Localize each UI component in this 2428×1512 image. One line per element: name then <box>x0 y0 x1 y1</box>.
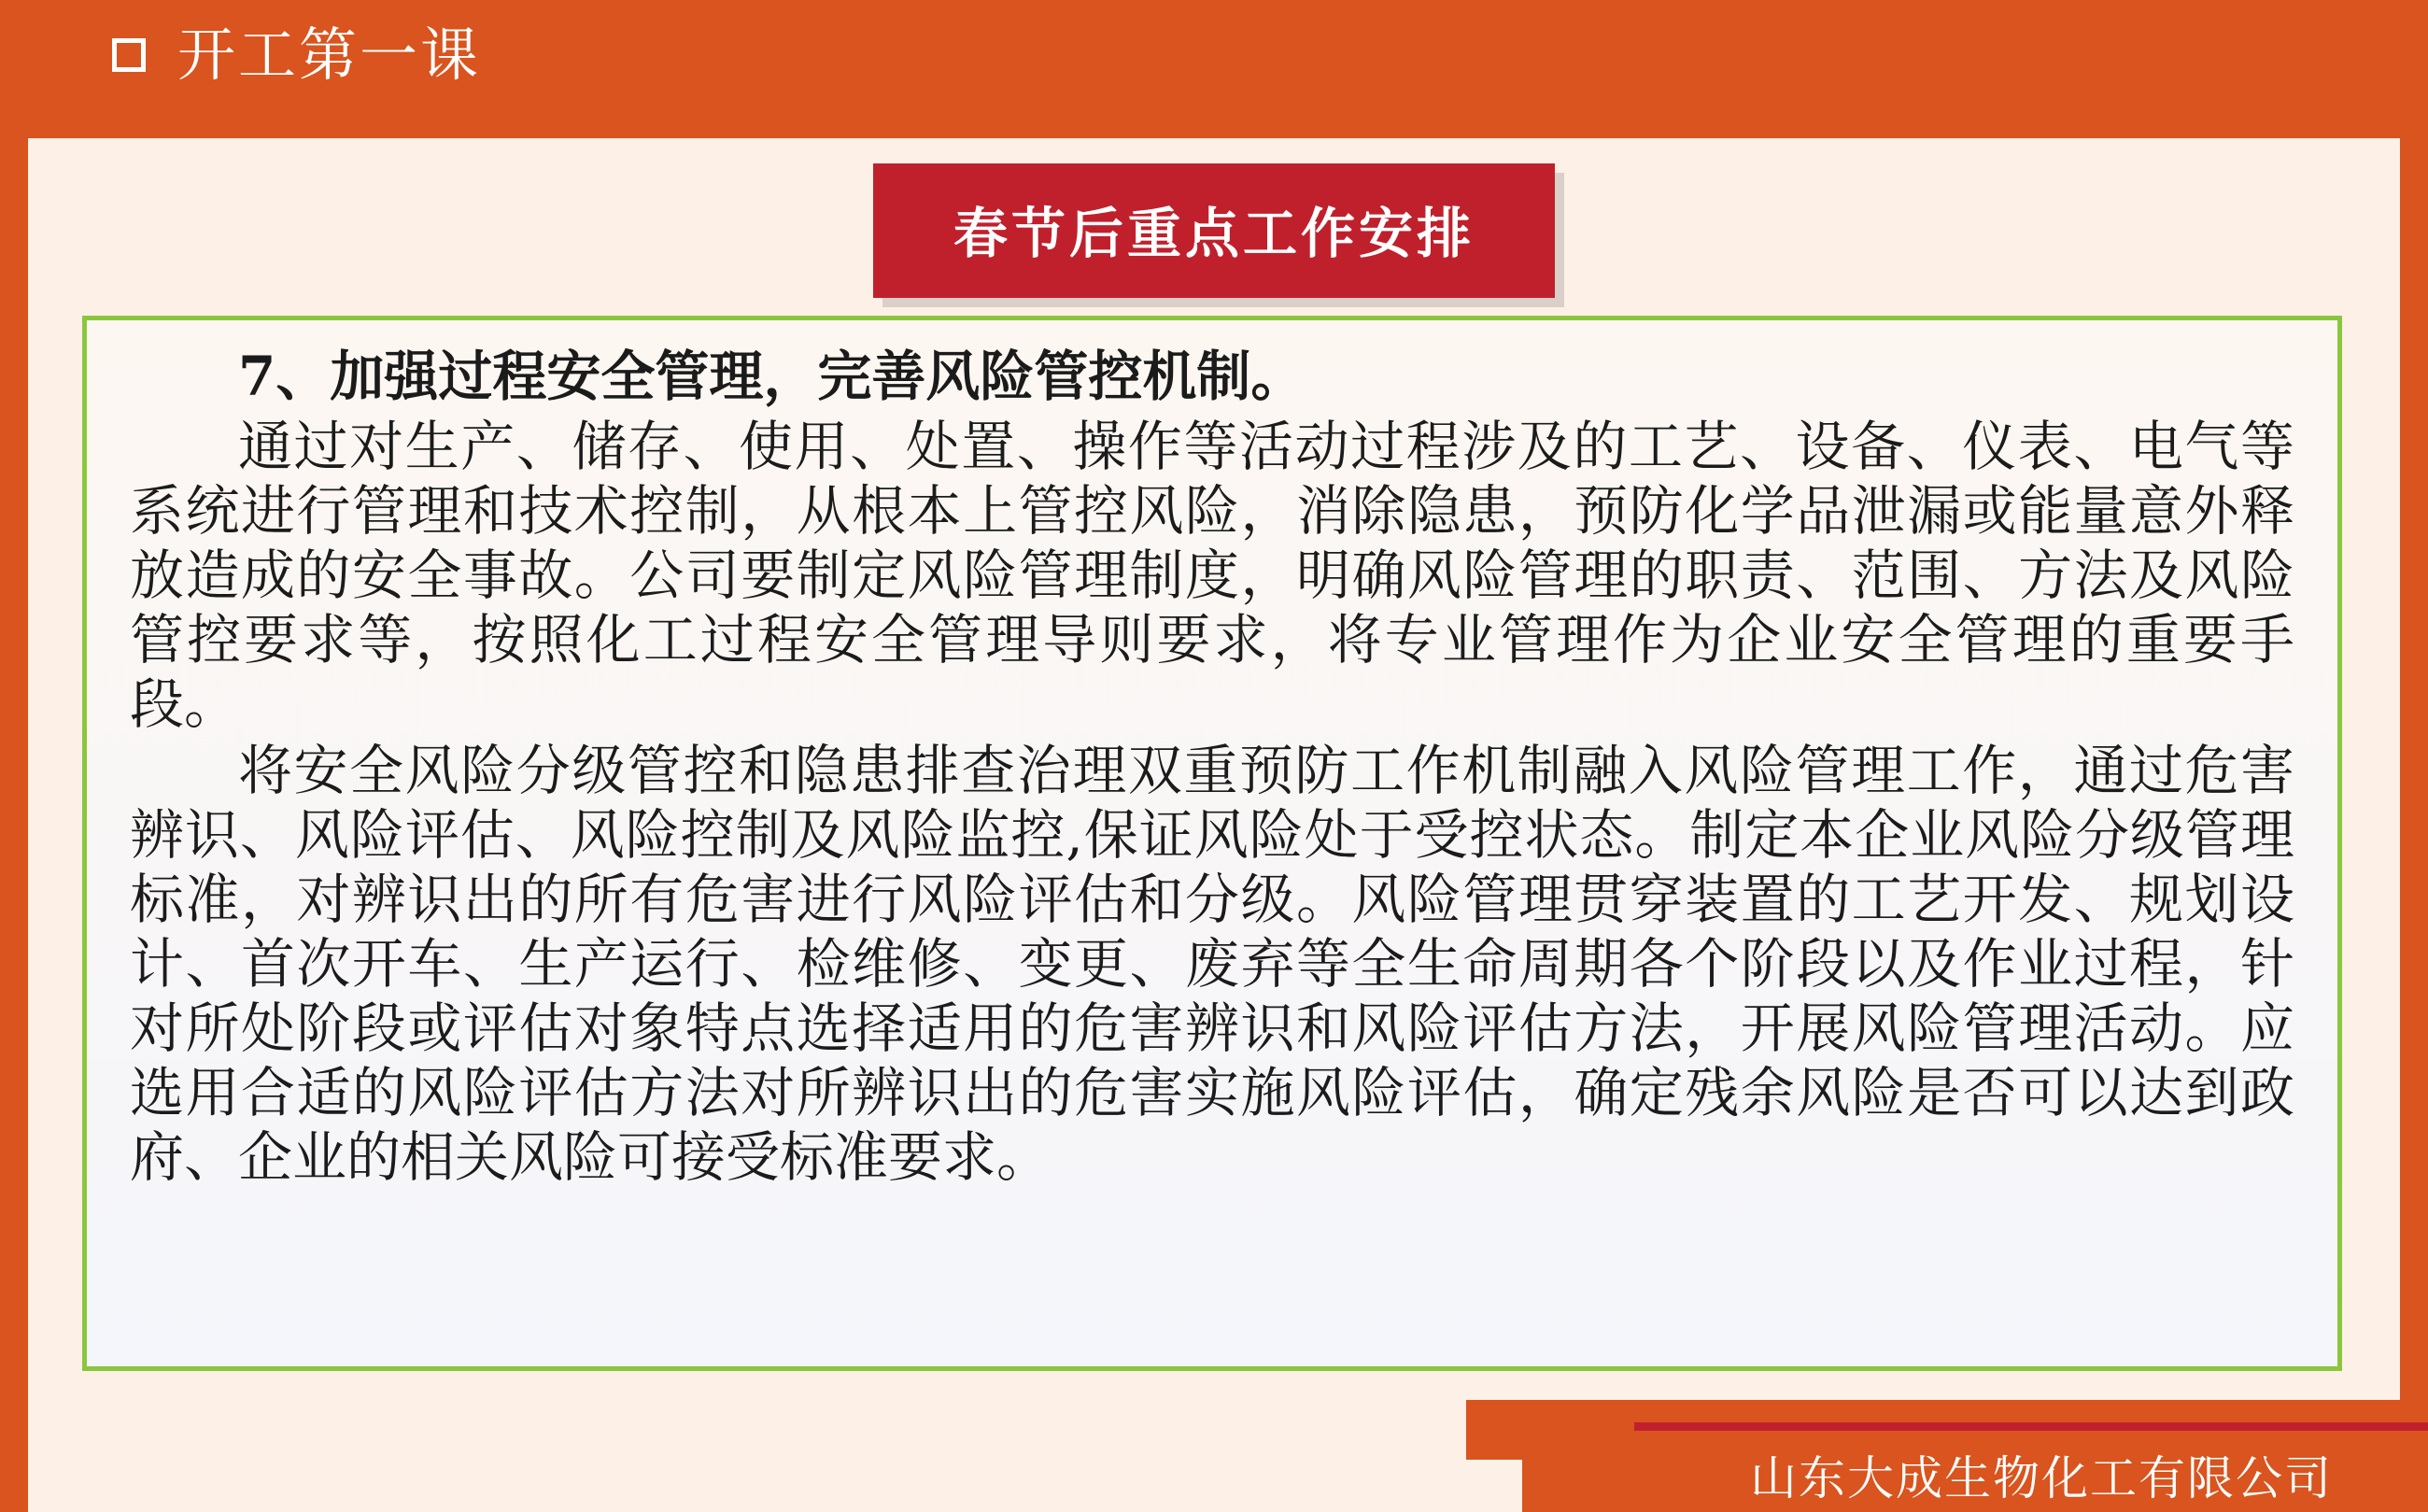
square-outline-icon <box>112 38 146 72</box>
footer-left-strip <box>28 1460 1522 1512</box>
header-content <box>112 21 482 89</box>
content-heading: 7、加强过程安全管理，完善风险管控机制。 <box>238 345 1306 408</box>
banner-container <box>0 163 2428 298</box>
body-text <box>130 345 2294 1190</box>
footer-red-rule <box>1634 1422 2428 1431</box>
page-title: 开工第一课 <box>177 21 482 89</box>
content-paragraph-2: 将安全风险分级管控和隐患排查治理双重预防工作机制融入风险管理工作，通过危害辨识、风险评估、风险控制及风险监控,保证风险处于受控状态。制定本企业风险分级管理标准，对辨识出的所有危害进行风险评估和分级。风险管理贯穿装置的工艺开发、规划设计、首次开车、生产运行、检维修、变更、废弃等全生命周期各个阶段以及作业过程，针对所处阶段或评估对象特点选择适用的危害辨识和风险评估方法，开展风险管理活动。应选用合适的风险评估方法对所辨识出的危害实施风险评估，确定残余风险是否可以达到政府、企业的相关风险可接受标准要求。 <box>130 739 2294 1190</box>
content-paragraph-1: 通过对生产、储存、使用、处置、操作等活动过程涉及的工艺、设备、仪表、电气等系统进行管理和技术控制，从根本上管控风险，消除隐患，预防化学品泄漏或能量意外释放造成的安全事故。公司要制定风险管理制度，明确风险管理的职责、范围、方法及风险管控要求等，按照化工过程安全管理导则要求，将专业管理作为企业安全管理的重要手段。 <box>130 415 2294 737</box>
slide-header <box>0 0 2428 138</box>
slide-footer <box>28 1400 2400 1512</box>
company-name: 山东大成生物化工有限公司 <box>1750 1451 2333 1505</box>
section-banner: 春节后重点工作安排 <box>873 163 1555 298</box>
content-panel <box>82 316 2342 1371</box>
